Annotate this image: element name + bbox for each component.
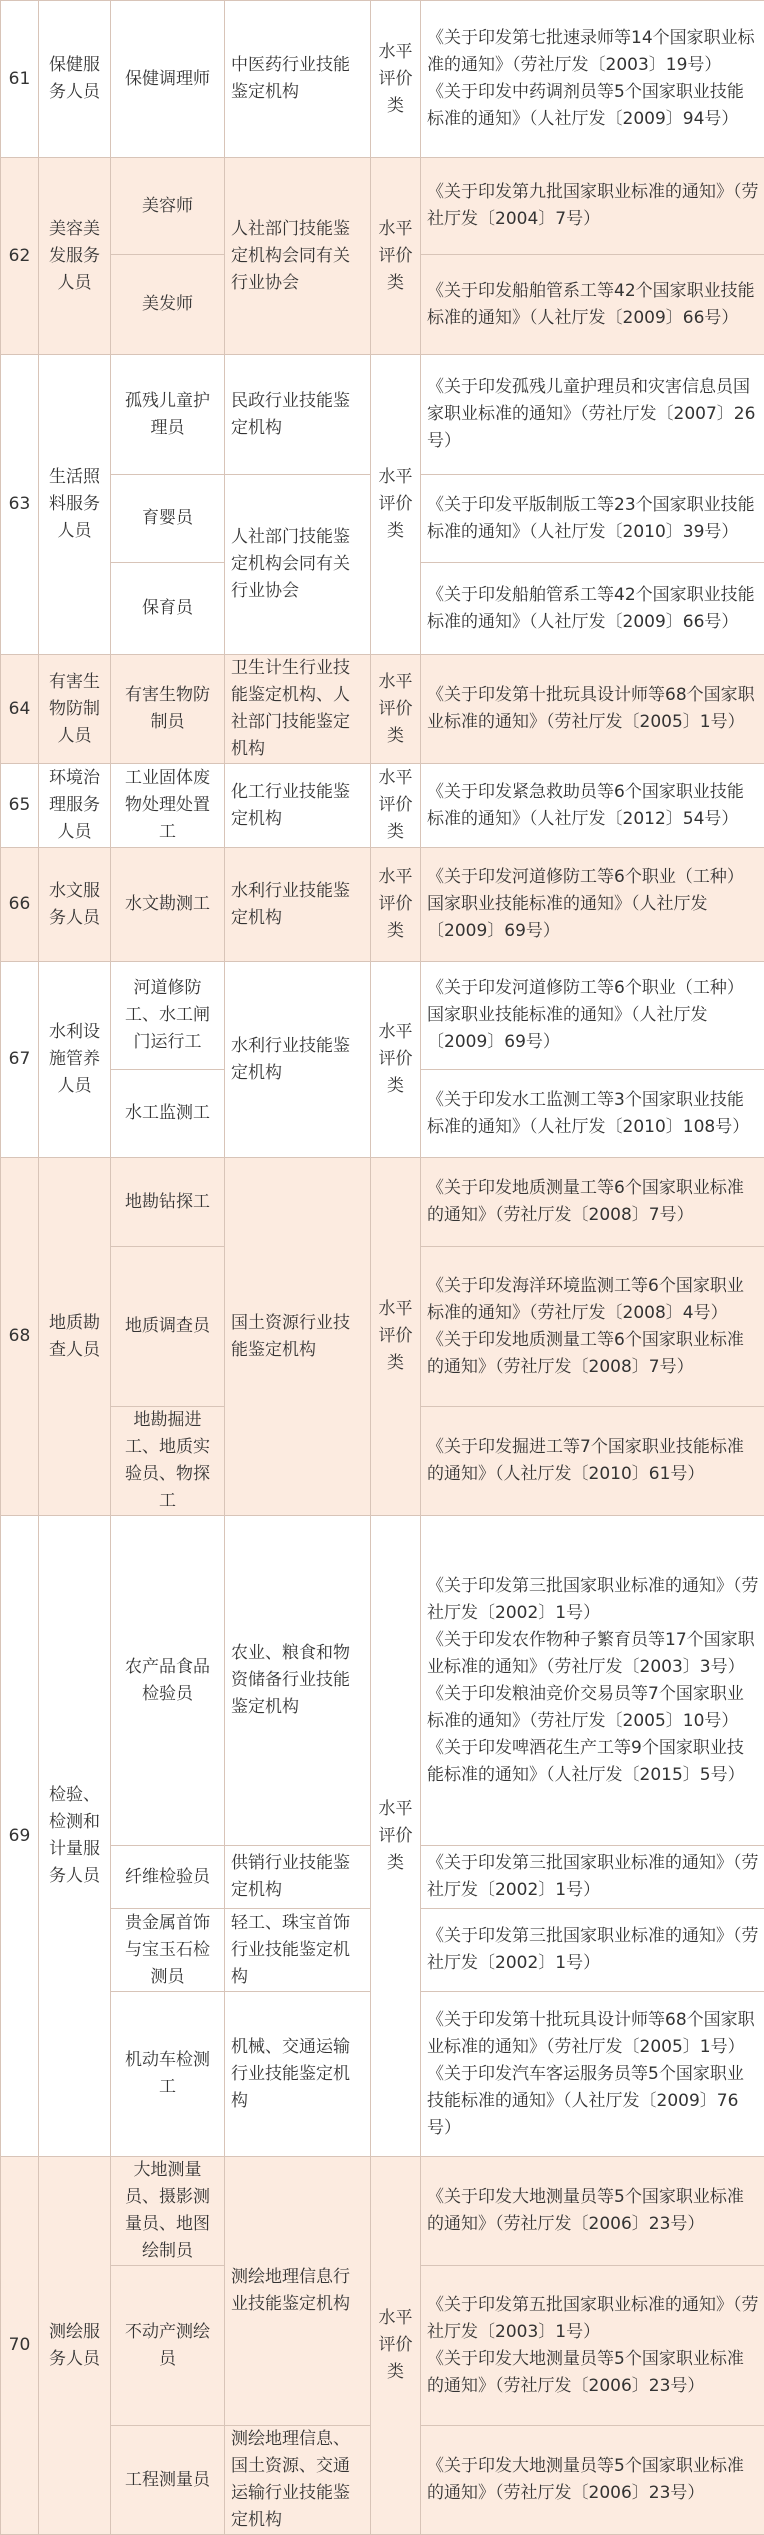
table-row-61 [1,1,764,158]
agency-cell: 测绘地理信息行业技能鉴定机构 [225,2157,371,2426]
document-cell [421,563,764,655]
row-number: 69 [1,1516,39,2157]
document-cell [421,1407,764,1516]
category-cell: 水利设施管养人员 [39,962,111,1158]
document-cell [421,255,764,355]
agency-cell: 人社部门技能鉴定机构会同有关行业协会 [225,158,371,355]
occupation-cell: 贵金属首饰与宝玉石检测员 [111,1909,225,1992]
document-cell [421,1070,764,1158]
agency-cell: 国土资源行业技能鉴定机构 [225,1158,371,1516]
category-cell: 地质勘查人员 [39,1158,111,1516]
agency-cell: 水利行业技能鉴定机构 [225,962,371,1158]
occupation-cell: 美发师 [111,255,225,355]
document-cell [421,655,764,764]
occupation-cell: 工程测量员 [111,2426,225,2535]
document-cell [421,158,764,255]
row-number: 70 [1,2157,39,2535]
category-cell: 检验、检测和计量服务人员 [39,1516,111,2157]
category-cell: 测绘服务人员 [39,2157,111,2535]
level-cell: 水平评价类 [371,2157,421,2535]
agency-cell: 农业、粮食和物资储备行业技能鉴定机构 [225,1516,371,1846]
occupation-cell: 地质调查员 [111,1247,225,1407]
occupation-cell: 水工监测工 [111,1070,225,1158]
document-text: 《关于印发河道修防工等6个职业（工种）国家职业技能标准的通知》（人社厅发〔2009〕69号） [427,975,760,1056]
document-text: 《关于印发船舶管系工等42个国家职业技能标准的通知》（人社厅发〔2009〕66号） [427,582,760,636]
category-cell: 有害生物防制人员 [39,655,111,764]
document-text: 《关于印发水工监测工等3个国家职业技能标准的通知》（人社厅发〔2010〕108号） [427,1087,760,1141]
document-text: 《关于印发孤残儿童护理员和灾害信息员国家职业标准的通知》（劳社厅发〔2007〕26号） [427,374,760,455]
document-cell [421,1992,764,2157]
table-row-66 [1,848,764,962]
document-cell [421,1909,764,1992]
document-text: 《关于印发大地测量员等5个国家职业标准的通知》（劳社厅发〔2006〕23号） [427,2184,760,2238]
category-cell: 美容美发服务人员 [39,158,111,355]
occupation-cell: 地勘钻探工 [111,1158,225,1247]
agency-cell: 中医药行业技能鉴定机构 [225,1,371,158]
document-cell [421,2266,764,2426]
document-cell [421,1,764,158]
occupation-cell: 保健调理师 [111,1,225,158]
agency-cell: 人社部门技能鉴定机构会同有关行业协会 [225,475,371,655]
level-cell: 水平评价类 [371,355,421,655]
document-cell [421,1516,764,1846]
document-text: 《关于印发第十批玩具设计师等68个国家职业标准的通知》（劳社厅发〔2005〕1号） 《关于印发汽车客运服务员等5个国家职业技能标准的通知》（人社厅发〔2009〕76号） [427,2007,760,2142]
level-cell: 水平评价类 [371,962,421,1158]
document-text: 《关于印发第五批国家职业标准的通知》（劳社厅发〔2003〕1号） 《关于印发大地测量员等5个国家职业标准的通知》（劳社厅发〔2006〕23号） [427,2292,760,2400]
row-number: 67 [1,962,39,1158]
occupation-cell: 美容师 [111,158,225,255]
occupation-cell: 孤残儿童护理员 [111,355,225,475]
level-cell: 水平评价类 [371,158,421,355]
occupation-cell: 育婴员 [111,475,225,563]
agency-cell: 卫生计生行业技能鉴定机构、人社部门技能鉴定机构 [225,655,371,764]
occupation-cell: 保育员 [111,563,225,655]
document-cell [421,1158,764,1247]
document-cell [421,764,764,848]
row-number: 65 [1,764,39,848]
occupation-cell: 有害生物防制员 [111,655,225,764]
document-text: 《关于印发第九批国家职业标准的通知》（劳社厅发〔2004〕7号） [427,179,760,233]
level-cell: 水平评价类 [371,848,421,962]
row-number: 62 [1,158,39,355]
document-text: 《关于印发地质测量工等6个国家职业标准的通知》（劳社厅发〔2008〕7号） [427,1175,760,1229]
level-cell: 水平评价类 [371,655,421,764]
occupation-cell: 机动车检测工 [111,1992,225,2157]
occupation-cell: 河道修防工、水工闸门运行工 [111,962,225,1070]
document-text: 《关于印发海洋环境监测工等6个国家职业标准的通知》（劳社厅发〔2008〕4号） 《关于印发地质测量工等6个国家职业标准的通知》（劳社厅发〔2008〕7号） [427,1273,760,1381]
document-text: 《关于印发第三批国家职业标准的通知》（劳社厅发〔2002〕1号） [427,1923,760,1977]
document-cell [421,2157,764,2266]
occupation-cell: 纤维检验员 [111,1846,225,1909]
agency-cell: 轻工、珠宝首饰行业技能鉴定机构 [225,1909,371,1992]
document-cell [421,962,764,1070]
table-row-67 [1,962,764,1158]
row-number: 63 [1,355,39,655]
level-cell: 水平评价类 [371,1,421,158]
table-row-64 [1,655,764,764]
document-text: 《关于印发第三批国家职业标准的通知》（劳社厅发〔2002〕1号） 《关于印发农作物种子繁育员等17个国家职业标准的通知》（劳社厅发〔2003〕3号） 《关于印发粮油竞价交易员等7个国家职业标准的通知》（劳社厅发〔2005〕10号） 《关于印发啤酒花生产工等9个国家职业技能标准的通知》（人社厅发〔2015〕5号） [427,1573,760,1789]
row-number: 66 [1,848,39,962]
agency-cell: 测绘地理信息、国土资源、交通运输行业技能鉴定机构 [225,2426,371,2535]
occupation-cell: 大地测量员、摄影测量员、地图绘制员 [111,2157,225,2266]
agency-cell: 水利行业技能鉴定机构 [225,848,371,962]
document-cell [421,1846,764,1909]
category-cell: 环境治理服务人员 [39,764,111,848]
agency-cell: 化工行业技能鉴定机构 [225,764,371,848]
document-cell [421,475,764,563]
document-text: 《关于印发掘进工等7个国家职业技能标准的通知》（人社厅发〔2010〕61号） [427,1434,760,1488]
document-text: 《关于印发平版制版工等23个国家职业技能标准的通知》（人社厅发〔2010〕39号） [427,492,760,546]
document-text: 《关于印发第三批国家职业标准的通知》（劳社厅发〔2002〕1号） [427,1850,760,1904]
category-cell: 保健服务人员 [39,1,111,158]
agency-cell: 民政行业技能鉴定机构 [225,355,371,475]
table-row-68 [1,1158,764,1516]
category-cell: 生活照料服务人员 [39,355,111,655]
level-cell: 水平评价类 [371,1158,421,1516]
document-cell [421,2426,764,2535]
document-text: 《关于印发紧急救助员等6个国家职业技能标准的通知》（人社厅发〔2012〕54号） [427,779,760,833]
document-cell [421,848,764,962]
document-cell [421,1247,764,1407]
level-cell: 水平评价类 [371,764,421,848]
agency-cell: 机械、交通运输行业技能鉴定机构 [225,1992,371,2157]
table-row-62 [1,158,764,355]
agency-cell: 供销行业技能鉴定机构 [225,1846,371,1909]
row-number: 61 [1,1,39,158]
document-text: 《关于印发船舶管系工等42个国家职业技能标准的通知》（人社厅发〔2009〕66号） [427,278,760,332]
document-text: 《关于印发第十批玩具设计师等68个国家职业标准的通知》（劳社厅发〔2005〕1号） [427,682,760,736]
table-row-63 [1,355,764,655]
document-cell [421,355,764,475]
occupation-cell: 不动产测绘员 [111,2266,225,2426]
document-text: 《关于印发大地测量员等5个国家职业标准的通知》（劳社厅发〔2006〕23号） [427,2453,760,2507]
document-text: 《关于印发河道修防工等6个职业（工种）国家职业技能标准的通知》（人社厅发〔2009〕69号） [427,864,760,945]
row-number: 68 [1,1158,39,1516]
document-text: 《关于印发第七批速录师等14个国家职业标准的通知》（劳社厅发〔2003〕19号） 《关于印发中药调剂员等5个国家职业技能标准的通知》（人社厅发〔2009〕94号） [427,25,760,133]
table-row-69 [1,1516,764,2157]
row-number: 64 [1,655,39,764]
table-row-70 [1,2157,764,2535]
level-cell: 水平评价类 [371,1516,421,2157]
occupation-cell: 农产品食品检验员 [111,1516,225,1846]
occupation-cell: 工业固体废物处理处置工 [111,764,225,848]
category-cell: 水文服务人员 [39,848,111,962]
table-row-65 [1,764,764,848]
occupation-cell: 地勘掘进工、地质实验员、物探工 [111,1407,225,1516]
occupation-cell: 水文勘测工 [111,848,225,962]
